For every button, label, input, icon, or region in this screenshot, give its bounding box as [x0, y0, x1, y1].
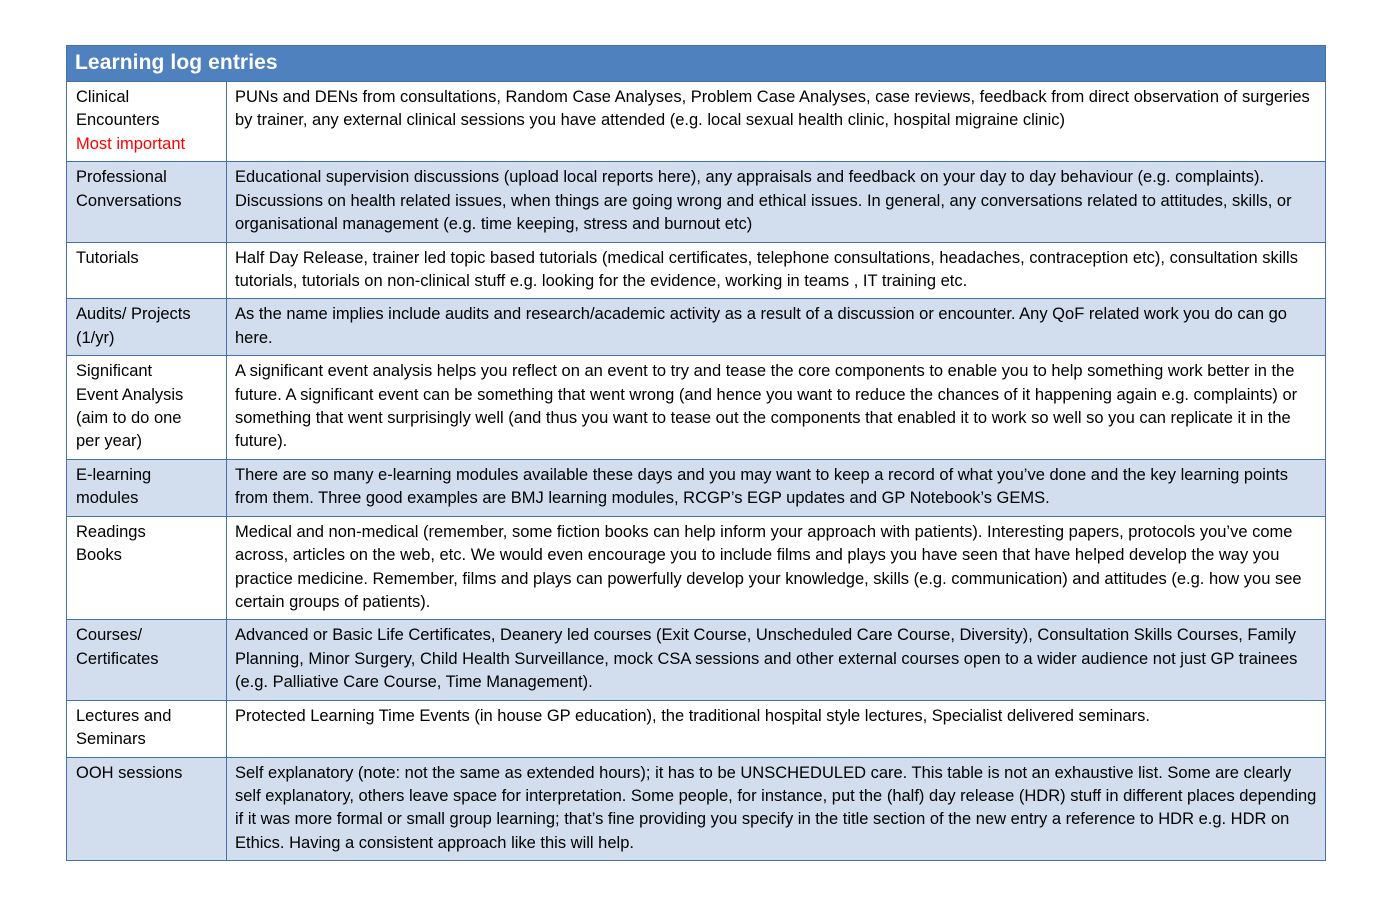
- entry-description: [227, 162, 1326, 242]
- entry-category-line: E-learning: [76, 465, 152, 484]
- entry-description-paragraph: Self explanatory (note: not the same as extended hours); it has to be UNSCHEDULED care. This table is not an exhaustive list. Some are clearly self explanatory, others leave space for interpretation. Some people, for instance, put the (half) day release (HDR) stuff in different places depending if it was more formal or small group learning; that’s fine providing you specify in the title section of the new entry a reference to HDR e.g. HDR on Ethics. Having a consistent approach like this will help.: [235, 763, 1317, 852]
- entry-category-label: [67, 356, 227, 460]
- entry-category-line: (1/yr): [76, 328, 115, 347]
- entry-category-line: Significant: [76, 362, 153, 381]
- table-row: [67, 242, 1326, 299]
- entry-category-line: OOH sessions: [76, 763, 183, 782]
- entry-description-paragraph: Half Day Release, trainer led topic based tutorials (medical certificates, telephone consultations, headaches, contraception etc), consultation skills tutorials, tutorials on non-clinical stuff e.g. looking for the evidence, working in teams , IT training etc.: [235, 248, 1298, 290]
- entry-description-paragraph: (e.g. Palliative Care Course, Time Management).: [235, 673, 593, 692]
- entry-category-line: Conversations: [76, 191, 182, 210]
- entry-category-line: Audits/ Projects: [76, 305, 191, 324]
- table-row: [67, 620, 1326, 700]
- entry-description-paragraph: Medical and non-medical (remember, some fiction books can help inform your approach with patients). Interesting papers, protocols you’ve come across, articles on the web, etc. We would even encourage you to include films and plays you have seen that have helped develop the way you practice medicine. Remember, films and plays can powerfully develop your knowledge, skills (e.g. communication) and attitudes (e.g. how you see certain groups of patients).: [235, 522, 1302, 612]
- entry-category-label: [67, 299, 227, 356]
- entry-description-paragraph: PUNs and DENs from consultations, Random Case Analyses, Problem Case Analyses, case reviews, feedback from direct observation of surgeries by trainer, any external clinical sessions you have attended (e.g. local sexual health clinic, hospital migraine clinic): [235, 88, 1310, 130]
- table-row: [67, 299, 1326, 356]
- entry-description: [227, 516, 1326, 620]
- most-important-badge: Most important: [76, 134, 186, 153]
- entry-category-label: [67, 82, 227, 162]
- entry-category-label: [67, 620, 227, 700]
- entry-description: [227, 700, 1326, 757]
- entry-category-line: Clinical: [76, 88, 130, 106]
- entry-category-line: Event Analysis: [76, 385, 184, 404]
- entry-description: [227, 242, 1326, 299]
- entry-category-line: Readings: [76, 522, 146, 541]
- entry-category-label: [67, 516, 227, 620]
- table-header-row: [67, 46, 1326, 82]
- table-row: [67, 700, 1326, 757]
- entry-category-line: Tutorials: [76, 248, 139, 267]
- entry-description: [227, 459, 1326, 516]
- entry-description-paragraph: Protected Learning Time Events (in house GP education), the traditional hospital style lectures, Specialist delivered seminars.: [235, 706, 1151, 725]
- entry-category-line: Certificates: [76, 649, 159, 668]
- entry-category-line: Encounters: [76, 111, 160, 130]
- entry-description-paragraph: A significant event analysis helps you reflect on an event to try and tease the core components to enable you to help something work better in the future. A significant event can be something that went wrong (and hence you want to reduce the chances of it happening again e.g. complaints) or something that went surprisingly well (and thus you want to tease out the components that enabled it to work so well so you can replicate it in the future).: [235, 362, 1298, 451]
- entry-description-paragraph: Advanced or Basic Life Certificates, Deanery led courses (Exit Course, Unscheduled Care Course, Diversity), Consultation Skills Courses, Family Planning, Minor Surgery, Child Health Surveillance, mock CSA sessions and other external courses open to a wider audience not just GP trainees: [235, 626, 1298, 668]
- entry-description: [227, 757, 1326, 861]
- learning-log-table: [66, 45, 1326, 861]
- entry-category-line: modules: [76, 489, 139, 508]
- entry-category-label: [67, 242, 227, 299]
- entry-category-line: per year): [76, 432, 143, 451]
- entry-category-label: [67, 700, 227, 757]
- learning-log-table-container: [66, 45, 1325, 861]
- entry-category-line: (aim to do one: [76, 409, 182, 428]
- entry-category-label: [67, 757, 227, 861]
- entry-description: [227, 82, 1326, 162]
- table-row: [67, 459, 1326, 516]
- entry-category-label: [67, 459, 227, 516]
- table-row: [67, 82, 1326, 162]
- entry-category-line: Seminars: [76, 730, 146, 749]
- entry-category-line: Courses/: [76, 626, 143, 645]
- entry-category-line: Professional: [76, 168, 167, 187]
- table-row: [67, 516, 1326, 620]
- entry-description: [227, 620, 1326, 700]
- entry-description-paragraph: As the name implies include audits and research/academic activity as a result of a discussion or encounter. Any QoF related work you do can go here.: [235, 305, 1287, 347]
- entry-category-line: Books: [76, 546, 122, 565]
- table-body: [67, 82, 1326, 861]
- table-row: [67, 757, 1326, 861]
- table-row: [67, 162, 1326, 242]
- table-row: [67, 356, 1326, 460]
- table-title: Learning log entries: [67, 46, 1326, 82]
- entry-description: [227, 299, 1326, 356]
- entry-category-label: [67, 162, 227, 242]
- entry-description-paragraph: There are so many e-learning modules available these days and you may want to keep a record of what you’ve done and the key learning points from them. Three good examples are BMJ learning modules, RCGP’s EGP updates and GP Notebook’s GEMS.: [235, 465, 1288, 508]
- entry-description-paragraph: Educational supervision discussions (upload local reports here), any appraisals and feedback on your day to day behaviour (e.g. complaints). Discussions on health related issues, when things are going wrong and ethical issues. In general, any conversations related to attitudes, skills, or organisational management (e.g. time keeping, stress and burnout etc): [235, 168, 1292, 234]
- entry-description: [227, 356, 1326, 460]
- entry-category-line: Lectures and: [76, 706, 172, 725]
